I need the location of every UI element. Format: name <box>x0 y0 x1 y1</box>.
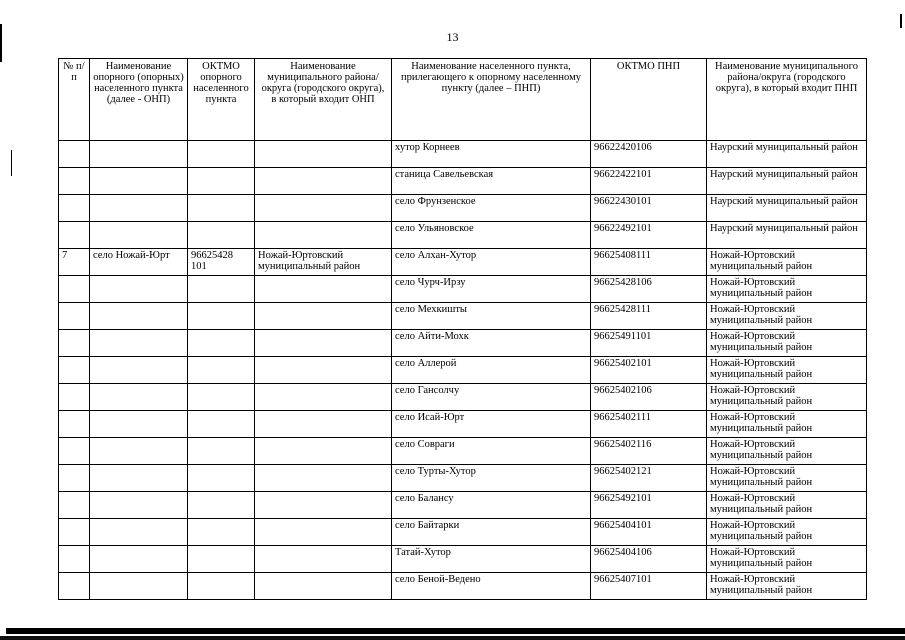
table-cell: 96625404106 <box>591 546 707 573</box>
table-cell: 96625402111 <box>591 411 707 438</box>
table-cell <box>90 465 188 492</box>
table-cell: 96622430101 <box>591 195 707 222</box>
table-cell <box>255 330 392 357</box>
table-row <box>59 249 867 276</box>
table-cell <box>59 357 90 384</box>
table-cell <box>90 195 188 222</box>
table-cell: 96625428106 <box>591 276 707 303</box>
table-cell: 96622420106 <box>591 141 707 168</box>
table-cell <box>188 492 255 519</box>
table-cell: село Фрунзенское <box>392 195 591 222</box>
table-cell: 96625428111 <box>591 303 707 330</box>
table-cell: Ножай-Юртовский муниципальный район <box>707 384 867 411</box>
table-cell <box>90 222 188 249</box>
table-cell <box>188 438 255 465</box>
table-cell <box>59 384 90 411</box>
table-cell <box>188 141 255 168</box>
settlements-table <box>58 58 867 600</box>
table-cell <box>90 141 188 168</box>
table-cell: Ножай-Юртовский муниципальный район <box>707 465 867 492</box>
table-cell <box>255 519 392 546</box>
table-cell: Ножай-Юртовский муниципальный район <box>255 249 392 276</box>
table-cell <box>59 195 90 222</box>
table-cell: село Алхан-Хутор <box>392 249 591 276</box>
table-row <box>59 492 867 519</box>
table-row <box>59 168 867 195</box>
table-row <box>59 411 867 438</box>
table-cell <box>255 546 392 573</box>
column-header: Наименование муниципального района/округа (городского округа), в который входит ОНП <box>255 59 392 141</box>
table-cell <box>255 411 392 438</box>
table-cell <box>90 276 188 303</box>
table-cell <box>255 357 392 384</box>
table-cell: Ножай-Юртовский муниципальный район <box>707 573 867 600</box>
table-cell <box>59 303 90 330</box>
table-cell: 96625402121 <box>591 465 707 492</box>
table-row <box>59 141 867 168</box>
table-cell <box>90 357 188 384</box>
table-cell <box>255 384 392 411</box>
column-header: Наименование населенного пункта, прилегающего к опорному населенному пункту (далее – ПНП) <box>392 59 591 141</box>
table-row <box>59 573 867 600</box>
table-cell: Ножай-Юртовский муниципальный район <box>707 411 867 438</box>
table-row <box>59 519 867 546</box>
table-cell: Наурский муниципальный район <box>707 141 867 168</box>
table-cell <box>90 168 188 195</box>
table-cell <box>255 168 392 195</box>
table-row <box>59 384 867 411</box>
table-cell: хутор Корнеев <box>392 141 591 168</box>
table-cell: 96625407101 <box>591 573 707 600</box>
table-cell: село Чурч-Ирзу <box>392 276 591 303</box>
table-cell: 96625492101 <box>591 492 707 519</box>
table-row <box>59 546 867 573</box>
table-cell: Ножай-Юртовский муниципальный район <box>707 492 867 519</box>
table-cell <box>90 438 188 465</box>
table-cell <box>255 465 392 492</box>
table-cell <box>59 141 90 168</box>
table-cell: село Мехкишты <box>392 303 591 330</box>
table-cell <box>255 303 392 330</box>
table-cell <box>59 546 90 573</box>
table-cell <box>59 465 90 492</box>
table-cell <box>188 195 255 222</box>
scan-bottom-edge <box>0 636 905 640</box>
table-cell: 96625408111 <box>591 249 707 276</box>
table-cell <box>188 330 255 357</box>
table-cell: село Ножай-Юрт <box>90 249 188 276</box>
column-header: № п/п <box>59 59 90 141</box>
table-cell <box>59 492 90 519</box>
table-cell: 96622492101 <box>591 222 707 249</box>
table-cell <box>90 384 188 411</box>
column-header: ОКТМО опорного населенного пункта <box>188 59 255 141</box>
table-cell <box>188 357 255 384</box>
table-cell <box>188 573 255 600</box>
scan-edge-mark <box>11 150 12 176</box>
table-row <box>59 303 867 330</box>
page-number: 13 <box>446 30 459 44</box>
table-cell <box>59 330 90 357</box>
column-header: ОКТМО ПНП <box>591 59 707 141</box>
table-cell: село Исай-Юрт <box>392 411 591 438</box>
table-body <box>59 141 867 600</box>
table-cell <box>255 438 392 465</box>
table-row <box>59 438 867 465</box>
table-cell: село Байтарки <box>392 519 591 546</box>
table-cell: 96625491101 <box>591 330 707 357</box>
table-cell <box>59 276 90 303</box>
table-cell <box>90 492 188 519</box>
table-row <box>59 195 867 222</box>
table-cell <box>255 141 392 168</box>
table-cell: Ножай-Юртовский муниципальный район <box>707 276 867 303</box>
scan-bottom-edge <box>6 628 905 634</box>
table-cell: село Балансу <box>392 492 591 519</box>
table-cell: 96622422101 <box>591 168 707 195</box>
table-cell: Ножай-Юртовский муниципальный район <box>707 438 867 465</box>
table-cell: село Айти-Мохк <box>392 330 591 357</box>
table-cell <box>59 573 90 600</box>
table-cell <box>188 465 255 492</box>
table-cell: село Беной-Ведено <box>392 573 591 600</box>
table-cell: станица Савельевская <box>392 168 591 195</box>
table-cell <box>255 195 392 222</box>
table-cell: село Аллерой <box>392 357 591 384</box>
table-cell: Ножай-Юртовский муниципальный район <box>707 330 867 357</box>
scan-edge-mark <box>900 14 902 28</box>
table-cell: село Турты-Хутор <box>392 465 591 492</box>
table-cell: село Гансолчу <box>392 384 591 411</box>
table-cell: Ножай-Юртовский муниципальный район <box>707 519 867 546</box>
table-cell: село Ульяновское <box>392 222 591 249</box>
table-cell <box>59 519 90 546</box>
table-cell: Татай-Хутор <box>392 546 591 573</box>
table-cell: 96625404101 <box>591 519 707 546</box>
table-cell: Ножай-Юртовский муниципальный район <box>707 546 867 573</box>
table-cell: Наурский муниципальный район <box>707 195 867 222</box>
table-cell <box>90 330 188 357</box>
table-cell <box>188 276 255 303</box>
column-header: Наименование опорного (опорных) населенного пункта (далее - ОНП) <box>90 59 188 141</box>
table-cell <box>188 411 255 438</box>
table-cell: 96625402101 <box>591 357 707 384</box>
table-cell <box>90 519 188 546</box>
table-row <box>59 330 867 357</box>
table-cell <box>59 168 90 195</box>
table-cell <box>255 492 392 519</box>
table-cell <box>59 411 90 438</box>
table-cell <box>90 573 188 600</box>
table-cell: село Совраги <box>392 438 591 465</box>
column-header: Наименование муниципального района/округа (городского округа), в который входит ПНП <box>707 59 867 141</box>
table-cell <box>255 573 392 600</box>
table-cell: Наурский муниципальный район <box>707 168 867 195</box>
table-header-row <box>59 59 867 141</box>
table-cell <box>90 546 188 573</box>
table-row <box>59 276 867 303</box>
table-cell: Ножай-Юртовский муниципальный район <box>707 249 867 276</box>
table-cell <box>188 384 255 411</box>
table-cell: 96625402116 <box>591 438 707 465</box>
table-cell <box>188 546 255 573</box>
table-cell: Наурский муниципальный район <box>707 222 867 249</box>
table-cell <box>188 303 255 330</box>
table-cell: Ножай-Юртовский муниципальный район <box>707 303 867 330</box>
table-cell: 7 <box>59 249 90 276</box>
table-cell <box>59 438 90 465</box>
table-cell: 96625428 101 <box>188 249 255 276</box>
table-row <box>59 357 867 384</box>
table-cell <box>59 222 90 249</box>
table-cell <box>188 519 255 546</box>
table-cell <box>255 276 392 303</box>
table-row <box>59 465 867 492</box>
table-cell <box>188 168 255 195</box>
table-cell <box>188 222 255 249</box>
table-cell: 96625402106 <box>591 384 707 411</box>
table-cell <box>90 303 188 330</box>
table-cell <box>90 411 188 438</box>
table-row <box>59 222 867 249</box>
table-cell: Ножай-Юртовский муниципальный район <box>707 357 867 384</box>
table-cell <box>255 222 392 249</box>
